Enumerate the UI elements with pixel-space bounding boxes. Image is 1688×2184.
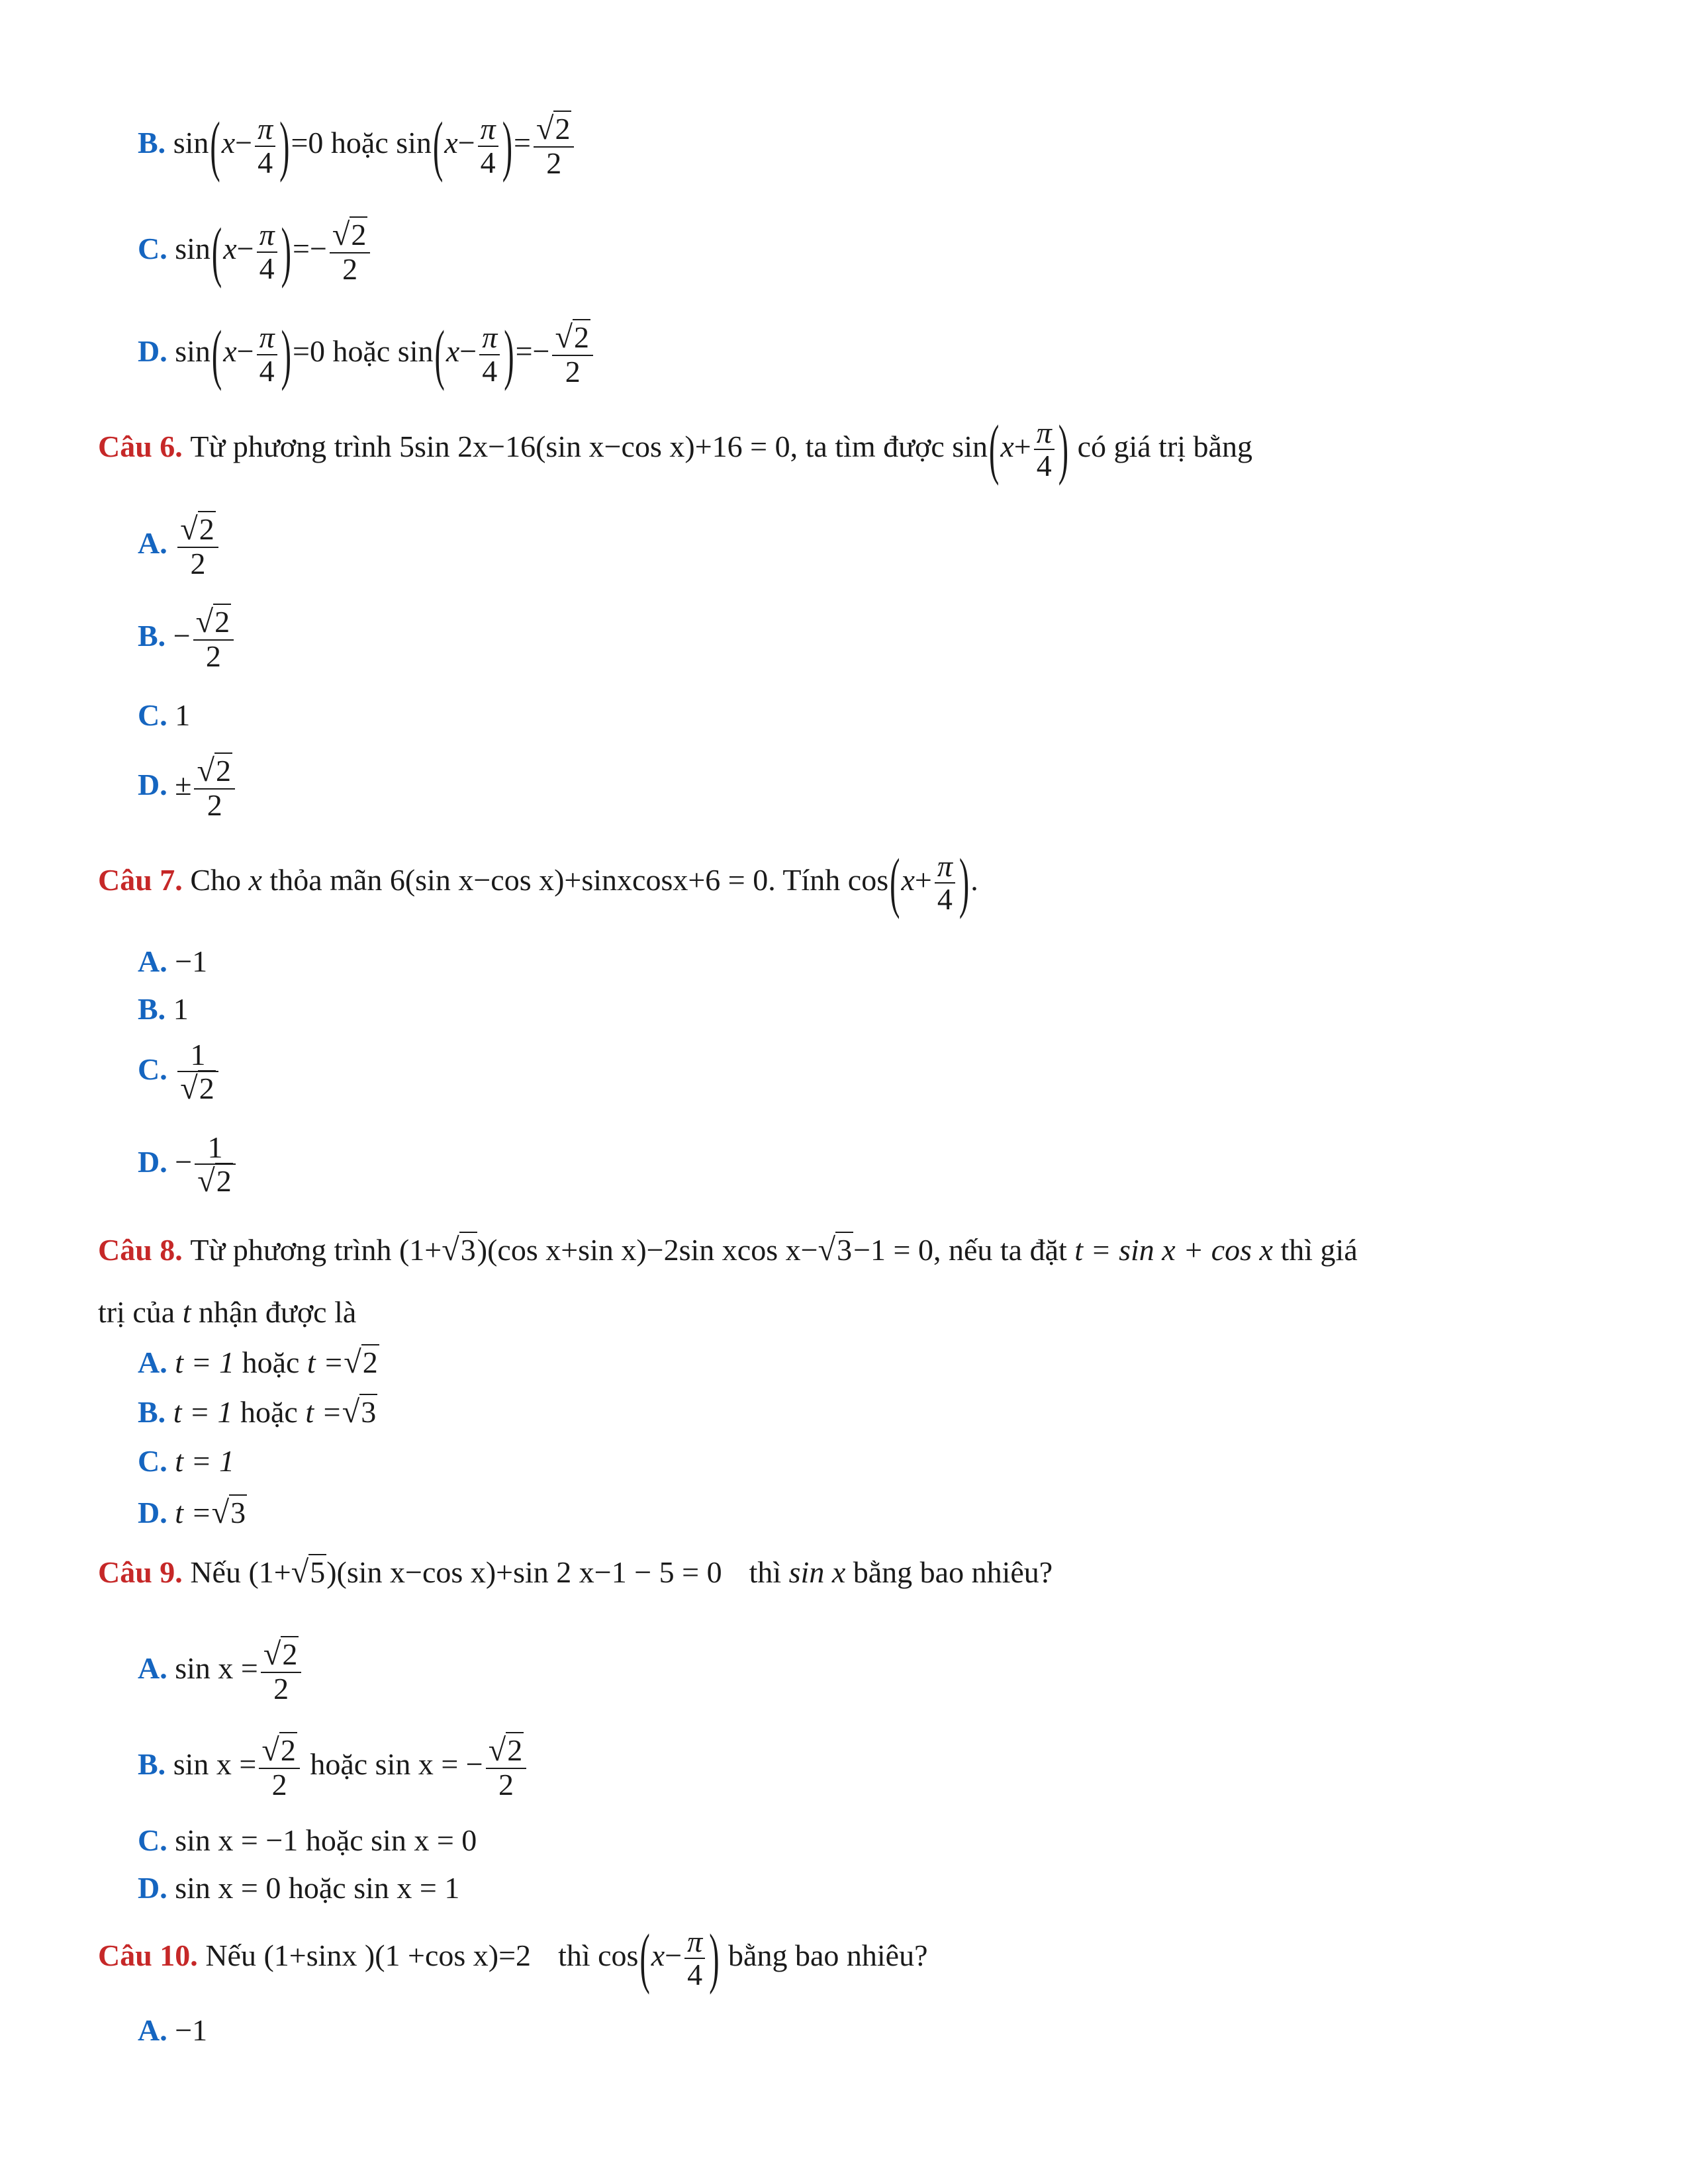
q7-option-b[interactable]: B. 1	[138, 992, 189, 1026]
q9-option-d[interactable]: D. sin x = 0 hoặc sin x = 1	[138, 1871, 460, 1905]
option-label: B.	[138, 126, 166, 160]
q10-option-a[interactable]: A. −1	[138, 2013, 208, 2047]
q6-option-b[interactable]: B. − $\frac{√2}{2}$	[138, 606, 236, 672]
q7-option-c[interactable]: C. $\frac{1}{√2}$	[138, 1039, 221, 1106]
q9-stem: Câu 9. Nếu (1+√5)(sin x−cos x)+sin 2 x−1 − 5 = 0 thì sin x bằng bao nhiêu?	[98, 1555, 1053, 1590]
q5-option-b[interactable]: B. sin(x− $\frac{\pi}{4}$ )=0 hoặc sin(x− $\frac{\pi}{4}$ )= $\frac{√2}{2}$	[138, 113, 577, 179]
q6-option-a[interactable]: A. $\frac{√2}{2}$	[138, 513, 221, 580]
option-label: D.	[138, 334, 167, 369]
q8-option-d[interactable]: D. t =√3	[138, 1495, 246, 1530]
question-label: Câu 6.	[98, 429, 183, 463]
q9-option-b[interactable]: B. sin x = $\frac{√2}{2}$ hoặc sin x = − $\frac{√2}{2}$	[138, 1734, 529, 1801]
q8-stem: Câu 8. Từ phương trình (1+√3)(cos x+sin x)−2sin xcos x−√3−1 = 0, nếu ta đặt t = sin x + cos x thì giá	[98, 1232, 1358, 1267]
q7-stem: Câu 7. Cho x thỏa mãn 6(sin x−cos x)+sinxcosx+6 = 0. Tính cos(x+ $\frac{\pi}{4}$ ).	[98, 845, 978, 920]
q6-option-c[interactable]: C. 1	[138, 698, 191, 732]
q5-option-d[interactable]: D. sin(x− $\frac{\pi}{4}$ )=0 hoặc sin(x− $\frac{\pi}{4}$ )=− $\frac{√2}{2}$	[138, 321, 596, 388]
q9-option-c[interactable]: C. sin x = −1 hoặc sin x = 0	[138, 1823, 477, 1857]
q8-option-c[interactable]: C. t = 1	[138, 1444, 235, 1478]
q9-option-a[interactable]: A. sin x = $\frac{√2}{2}$	[138, 1638, 304, 1705]
q8-stem-line2: trị của t nhận được là	[98, 1295, 357, 1329]
q8-option-b[interactable]: B. t = 1 hoặc t =√3	[138, 1394, 377, 1430]
option-label: C.	[138, 232, 167, 266]
q7-option-d[interactable]: D. − $\frac{1}{√2}$	[138, 1132, 238, 1199]
q8-option-a[interactable]: A. t = 1 hoặc t =√2	[138, 1345, 378, 1380]
q6-stem: Câu 6. Từ phương trình 5sin 2x−16(sin x−cos x)+16 = 0, ta tìm được sin(x+ $\frac{\pi}{4}$ ) có giá trị bằng	[98, 412, 1252, 486]
q10-stem: Câu 10. Nếu (1+sinx )(1 +cos x)=2 thì cos(x− $\frac{\pi}{4}$ ) bằng bao nhiêu?	[98, 1921, 928, 1995]
q5-option-c[interactable]: C. sin(x− $\frac{\pi}{4}$ )=− $\frac{√2}{2}$	[138, 218, 373, 285]
q7-option-a[interactable]: A. −1	[138, 944, 208, 978]
q6-option-d[interactable]: D. ± $\frac{√2}{2}$	[138, 754, 238, 821]
